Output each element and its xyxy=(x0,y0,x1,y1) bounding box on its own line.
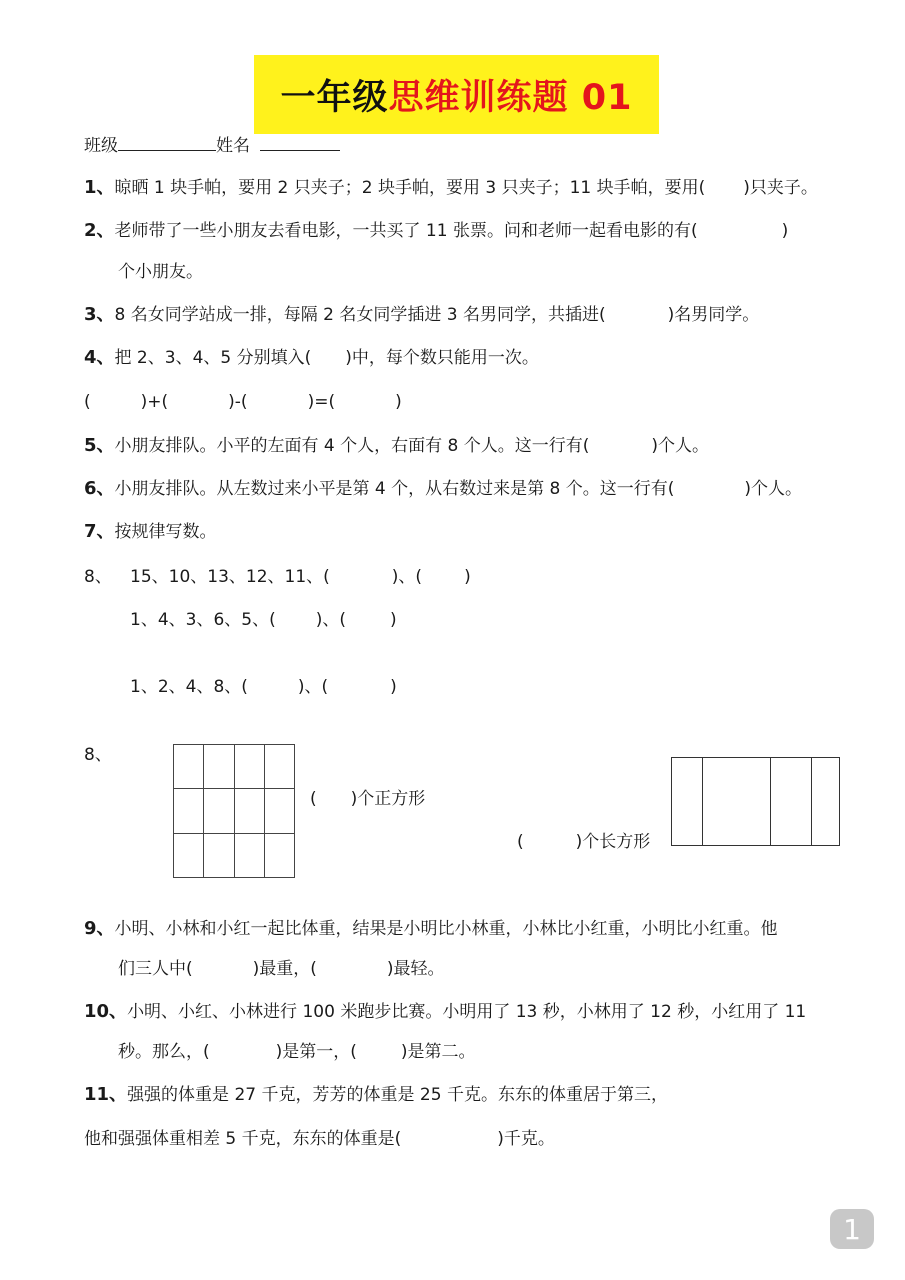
question-number: 4、 xyxy=(84,347,115,368)
question-text: 小明、小红、小林进行 100 米跑步比赛。小明用了 13 秒，小林用了 12 秒，小红用了 11 xyxy=(127,1002,807,1022)
squares-answer xyxy=(310,789,425,809)
page-number-badge: 1 xyxy=(830,1209,874,1249)
question-text: 他和强强体重相差 5 千克，东东的体重是( xyxy=(84,1129,402,1149)
equation-part: )+( xyxy=(140,392,169,412)
question-2-line2: 个小朋友。 xyxy=(118,262,203,282)
question-text: 们三人中( xyxy=(118,959,193,979)
class-label: 班级 xyxy=(84,136,118,156)
question-2 xyxy=(84,221,788,241)
equation-part: )=( xyxy=(307,392,336,412)
name-field[interactable] xyxy=(260,134,340,151)
title-grade: 一年级 xyxy=(280,77,389,118)
question-text: 小朋友排队。小平的左面有 4 个人，右面有 8 个人。这一行有( xyxy=(114,436,590,456)
worksheet-title xyxy=(254,55,659,134)
question-8-number-a: 8、 xyxy=(84,567,112,587)
question-text: )千克。 xyxy=(497,1129,555,1149)
question-text: )名男同学。 xyxy=(667,305,760,325)
question-text: 晾晒 1 块手帕，要用 2 只夹子；2 块手帕，要用 3 只夹子；11 块手帕，要用( xyxy=(114,178,706,198)
question-text: 小明、小林和小红一起比体重，结果是小明比小林重，小林比小红重，小明比小红重。他 xyxy=(114,919,778,939)
question-number: 2、 xyxy=(84,220,115,241)
title-subject: 思维训练题 01 xyxy=(388,77,633,118)
answer-paren: ( xyxy=(517,832,524,852)
question-11-line2 xyxy=(84,1129,555,1149)
sequence-text: 1、2、4、8、( xyxy=(130,677,248,697)
answer-paren: ( xyxy=(310,789,317,809)
question-number: 10、 xyxy=(84,1001,128,1022)
sequence-text: 15、10、13、12、11、( xyxy=(130,567,330,587)
question-11 xyxy=(84,1085,668,1105)
question-text: )最重，( xyxy=(252,959,317,979)
rectangle-figure xyxy=(671,757,840,846)
question-text: 按规律写数。 xyxy=(114,522,217,542)
question-number: 5、 xyxy=(84,435,115,456)
rectangle-divider xyxy=(702,758,703,845)
question-text: )只夹子。 xyxy=(743,178,818,198)
question-text: 老师带了一些小朋友去看电影，一共买了 11 张票。问和老师一起看电影的有( xyxy=(114,221,698,241)
sequence-text: ) xyxy=(389,610,397,630)
question-number: 3、 xyxy=(84,304,115,325)
question-text: ) xyxy=(781,221,789,241)
question-1 xyxy=(84,178,818,198)
question-text: 8 名女同学站成一排，每隔 2 名女同学插进 3 名男同学，共插进( xyxy=(114,305,606,325)
sequence-1 xyxy=(130,567,471,587)
equation-part: )-( xyxy=(228,392,248,412)
sequence-text: ) xyxy=(390,677,397,697)
question-text: )是第一，( xyxy=(275,1042,357,1062)
question-text: )个人。 xyxy=(651,436,710,456)
rectangle-divider xyxy=(811,758,812,845)
question-4 xyxy=(84,348,539,368)
header-line xyxy=(84,134,340,156)
answer-text: )个正方形 xyxy=(350,789,426,809)
sequence-text: )、( xyxy=(297,677,329,697)
rectangles-answer xyxy=(517,832,650,852)
question-text: )个人。 xyxy=(744,479,803,499)
question-text: 秒。那么，( xyxy=(118,1042,210,1062)
question-number: 6、 xyxy=(84,478,115,499)
class-field[interactable] xyxy=(118,134,216,151)
question-text: )最轻。 xyxy=(386,959,445,979)
sequence-text: 1、4、3、6、5、( xyxy=(130,610,276,630)
question-10 xyxy=(84,1002,806,1022)
question-text: )是第二。 xyxy=(400,1042,476,1062)
question-9-line2 xyxy=(118,959,445,979)
question-number: 9、 xyxy=(84,918,115,939)
question-number: 1、 xyxy=(84,177,115,198)
sequence-2 xyxy=(130,610,397,630)
sequence-3 xyxy=(130,677,397,697)
equation-part: ( xyxy=(84,392,91,412)
sequence-text: )、( xyxy=(391,567,423,587)
question-number: 7、 xyxy=(84,521,115,542)
question-6 xyxy=(84,479,802,499)
question-8-number-b: 8、 xyxy=(84,745,112,765)
question-3 xyxy=(84,305,759,325)
question-10-line2 xyxy=(118,1042,476,1062)
rectangle-divider xyxy=(770,758,771,845)
square-grid-figure xyxy=(173,744,295,878)
question-number: 11、 xyxy=(84,1084,128,1105)
sequence-text: ) xyxy=(464,567,471,587)
question-text: 小朋友排队。从左数过来小平是第 4 个，从右数过来是第 8 个。这一行有( xyxy=(114,479,675,499)
answer-text: )个长方形 xyxy=(575,832,651,852)
name-label: 姓名 xyxy=(216,136,250,156)
sequence-text: )、( xyxy=(315,610,346,630)
question-text: 强强的体重是 27 千克，芳芳的体重是 25 千克。东东的体重居于第三， xyxy=(127,1085,668,1105)
question-4-equation xyxy=(84,392,402,412)
question-7 xyxy=(84,522,217,542)
question-9 xyxy=(84,919,778,939)
question-text: 把 2、3、4、5 分别填入( )中，每个数只能用一次。 xyxy=(114,348,539,368)
equation-part: ) xyxy=(395,392,402,412)
question-5 xyxy=(84,436,709,456)
